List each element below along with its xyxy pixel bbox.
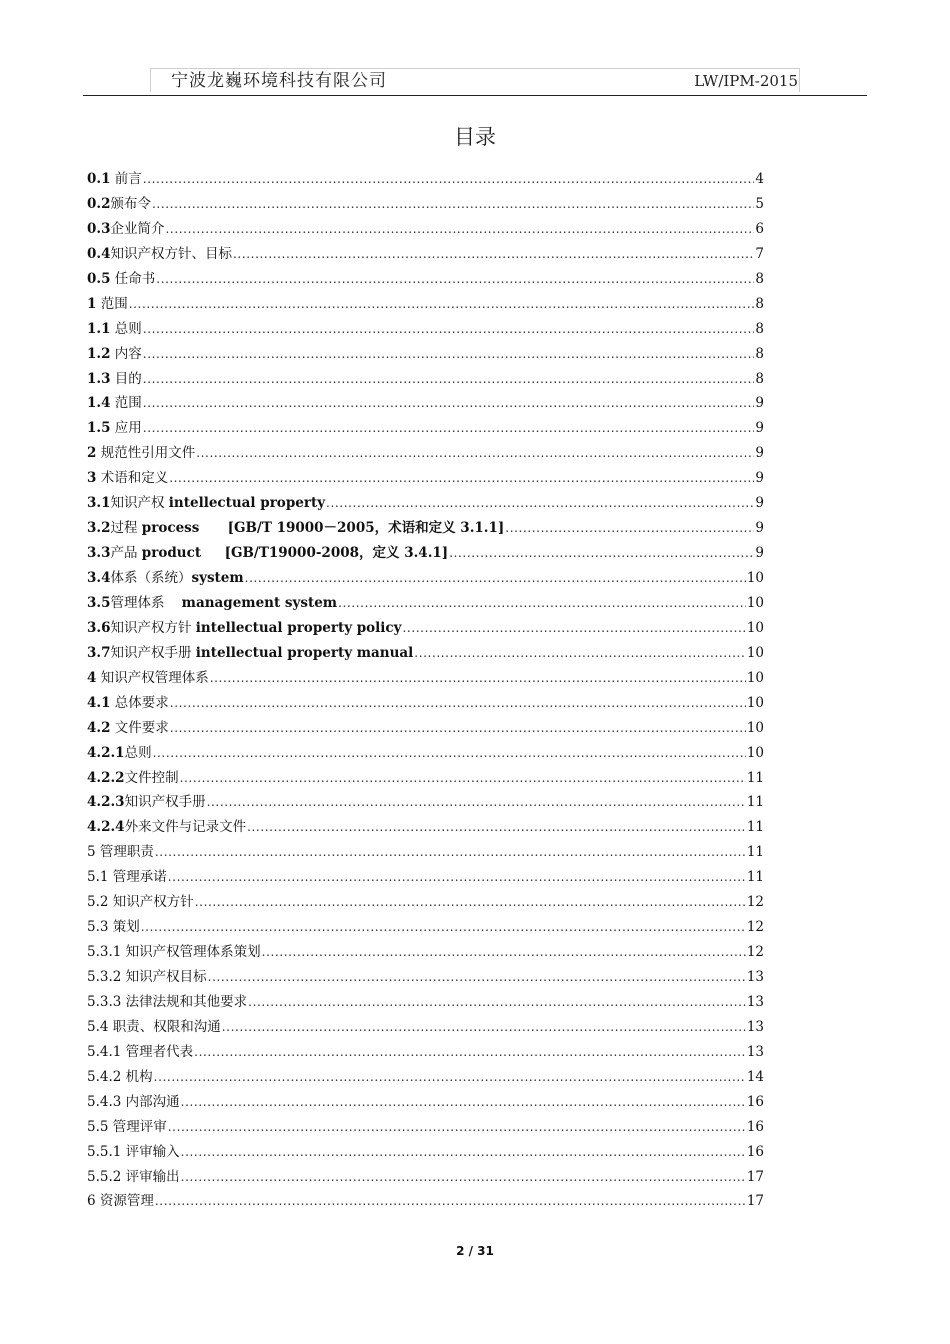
toc-entry-english: management system bbox=[181, 594, 338, 611]
toc-entry-number: 1 bbox=[87, 295, 97, 312]
toc-entry-text: 总体要求 bbox=[110, 694, 169, 711]
toc-entry-text: 应用 bbox=[110, 420, 142, 437]
toc-page-number: 12 bbox=[746, 944, 764, 961]
toc-entry-text: 5.5.1 评审输入 bbox=[87, 1143, 180, 1160]
toc-entry-text: 5.3.3 法律法规和其他要求 bbox=[87, 993, 248, 1010]
toc-entry-text: 知识产权手册 bbox=[110, 644, 196, 661]
toc-entry[interactable] bbox=[87, 616, 764, 641]
toc-entry-text: 5.3.2 知识产权目标 bbox=[87, 969, 207, 985]
toc-page-number: 8 bbox=[755, 270, 764, 287]
toc-page-number: 7 bbox=[755, 245, 764, 262]
toc-dot-leader bbox=[248, 994, 746, 1010]
toc-entry-number: 4.2.2 bbox=[87, 769, 125, 786]
toc-entry-label bbox=[87, 666, 209, 686]
toc-entry[interactable] bbox=[87, 716, 764, 741]
toc-entry-text: 外来文件与记录文件 bbox=[124, 819, 247, 836]
toc-entry[interactable] bbox=[87, 666, 764, 691]
toc-entry-text: 文件控制 bbox=[124, 769, 179, 786]
toc-entry-text: 5.5.2 评审输出 bbox=[87, 1168, 180, 1185]
toc-entry[interactable] bbox=[87, 267, 764, 292]
toc-entry-label bbox=[87, 890, 194, 910]
toc-page-number: 9 bbox=[755, 470, 764, 487]
toc-dot-leader bbox=[143, 321, 755, 337]
toc-dot-leader bbox=[194, 1044, 746, 1060]
toc-page-number: 14 bbox=[746, 1068, 764, 1085]
toc-entry[interactable] bbox=[87, 391, 764, 416]
toc-page-number: 11 bbox=[746, 769, 764, 786]
toc-entry-number: 4 bbox=[87, 669, 97, 686]
page-title: 目录 bbox=[454, 125, 496, 149]
toc-dot-leader bbox=[169, 470, 754, 486]
toc-page-number: 8 bbox=[755, 295, 764, 312]
toc-entry-number: 3 bbox=[87, 470, 97, 487]
toc-entry-number: 1.4 bbox=[87, 395, 111, 412]
toc-entry[interactable] bbox=[87, 292, 764, 317]
toc-entry-label bbox=[87, 317, 142, 337]
toc-page-number: 10 bbox=[746, 619, 764, 636]
toc-entry-label bbox=[87, 1040, 193, 1060]
toc-entry-text: 5.4.2 机构 bbox=[87, 1068, 153, 1085]
toc-dot-leader bbox=[143, 171, 755, 187]
toc-entry-label bbox=[87, 815, 246, 835]
toc-entry[interactable] bbox=[87, 890, 764, 915]
toc-entry-label bbox=[87, 1189, 154, 1209]
toc-page-number: 11 bbox=[746, 844, 764, 861]
toc-entry-text: 规范性引用文件 bbox=[96, 445, 196, 462]
toc-page-number: 10 bbox=[746, 594, 764, 611]
toc-page-number: 10 bbox=[746, 694, 764, 711]
toc-dot-leader bbox=[129, 296, 755, 312]
toc-entry-text: 5 管理职责 bbox=[87, 844, 154, 861]
toc-entry-label bbox=[87, 217, 165, 237]
toc-entry-label bbox=[87, 940, 261, 960]
toc-entry-label bbox=[87, 491, 325, 511]
toc-entry-english: system bbox=[191, 570, 244, 586]
toc-page-number: 9 bbox=[755, 420, 764, 437]
toc-dot-leader bbox=[166, 221, 755, 237]
toc-dot-leader bbox=[153, 745, 746, 761]
toc-dot-leader bbox=[143, 420, 755, 436]
toc-dot-leader bbox=[168, 1119, 746, 1135]
header-divider bbox=[83, 95, 867, 96]
toc-entry-label bbox=[87, 167, 142, 187]
toc-entry-number: 0.1 bbox=[87, 171, 111, 187]
toc-dot-leader bbox=[196, 445, 754, 461]
toc-dot-leader bbox=[414, 645, 746, 661]
toc-entry-label bbox=[87, 566, 244, 586]
toc-entry[interactable] bbox=[87, 441, 764, 466]
toc-entry-text: 颁布令 bbox=[110, 195, 151, 212]
toc-dot-leader bbox=[143, 395, 755, 411]
toc-entry-number: 0.2 bbox=[87, 195, 111, 212]
toc-page-number: 16 bbox=[746, 1143, 764, 1160]
toc-entry-text: 6 资源管理 bbox=[87, 1193, 154, 1210]
toc-entry-text: 总则 bbox=[110, 320, 142, 337]
toc-entry[interactable] bbox=[87, 1140, 764, 1165]
toc-page-number: 12 bbox=[746, 919, 764, 936]
toc-dot-leader bbox=[207, 794, 746, 810]
toc-dot-leader bbox=[233, 246, 754, 262]
toc-entry-number: 4.1 bbox=[87, 694, 111, 711]
toc-entry[interactable] bbox=[87, 167, 764, 192]
toc-entry-text: 前言 bbox=[110, 171, 142, 187]
toc-entry-label bbox=[87, 1165, 180, 1185]
toc-entry-label bbox=[87, 965, 207, 985]
toc-dot-leader bbox=[143, 346, 755, 362]
toc-entry-english: product [GB/T19000-2008，定义 3.4.1] bbox=[141, 545, 449, 562]
toc-entry-label bbox=[87, 716, 169, 736]
toc-entry-label bbox=[87, 641, 413, 661]
toc-page-number: 9 bbox=[755, 495, 764, 512]
toc-page-number: 10 bbox=[746, 744, 764, 761]
toc-page-number: 10 bbox=[746, 570, 764, 586]
toc-entry-label bbox=[87, 441, 195, 461]
toc-entry-number: 3.4 bbox=[87, 570, 111, 586]
toc-page-number: 9 bbox=[755, 445, 764, 462]
toc-entry-text: 内容 bbox=[110, 345, 142, 362]
toc-entry-text: 5.3 策划 bbox=[87, 919, 140, 936]
toc-entry[interactable] bbox=[87, 566, 764, 591]
toc-entry-number: 4.2.1 bbox=[87, 744, 125, 761]
toc-entry[interactable] bbox=[87, 516, 764, 541]
toc-entry-label bbox=[87, 242, 232, 262]
toc-entry[interactable] bbox=[87, 1040, 764, 1065]
toc-entry-text: 5.1 管理承诺 bbox=[87, 869, 167, 886]
toc-dot-leader bbox=[403, 620, 746, 636]
toc-entry[interactable] bbox=[87, 915, 764, 940]
toc-dot-leader bbox=[180, 770, 746, 786]
toc-entry-text: 范围 bbox=[110, 395, 142, 412]
toc-page-number: 10 bbox=[746, 719, 764, 736]
toc-entry[interactable] bbox=[87, 1165, 764, 1190]
toc-dot-leader bbox=[170, 720, 746, 736]
toc-entry-number: 3.7 bbox=[87, 644, 111, 661]
toc-entry-text: 5.3.1 知识产权管理体系策划 bbox=[87, 944, 261, 961]
toc-entry-text: 目的 bbox=[110, 370, 142, 387]
toc-entry[interactable] bbox=[87, 342, 764, 367]
toc-entry-number: 4.2.3 bbox=[87, 794, 125, 811]
toc-entry-label bbox=[87, 865, 167, 885]
toc-entry-label bbox=[87, 416, 142, 436]
toc-entry[interactable] bbox=[87, 815, 764, 840]
toc-entry-number: 3.1 bbox=[87, 495, 111, 512]
toc-entry-label bbox=[87, 516, 504, 536]
toc-entry-number: 1.5 bbox=[87, 420, 111, 437]
toc-page-number: 13 bbox=[746, 993, 764, 1010]
toc-page-number: 17 bbox=[746, 1168, 764, 1185]
toc-page-number: 9 bbox=[755, 545, 764, 562]
toc-entry-number: 4.2 bbox=[87, 719, 111, 736]
toc-dot-leader bbox=[326, 495, 754, 511]
toc-entry[interactable] bbox=[87, 466, 764, 491]
toc-entry-number: 3.5 bbox=[87, 594, 111, 611]
toc-entry[interactable] bbox=[87, 641, 764, 666]
toc-page-number: 13 bbox=[746, 1018, 764, 1035]
toc-entry-number: 3.3 bbox=[87, 545, 111, 562]
toc-entry[interactable] bbox=[87, 242, 764, 267]
toc-entry-text: 5.5 管理评审 bbox=[87, 1118, 167, 1135]
toc-page-number: 10 bbox=[746, 644, 764, 661]
toc-dot-leader bbox=[210, 670, 746, 686]
toc-entry-text: 5.4.3 内部沟通 bbox=[87, 1093, 180, 1110]
toc-entry-text: 知识产权手册 bbox=[124, 794, 206, 811]
toc-entry-number: 3.6 bbox=[87, 619, 111, 636]
toc-dot-leader bbox=[181, 1169, 746, 1185]
toc-dot-leader bbox=[152, 196, 754, 212]
toc-entry[interactable] bbox=[87, 865, 764, 890]
toc-page-number: 13 bbox=[746, 969, 764, 985]
toc-entry-label bbox=[87, 1065, 153, 1085]
toc-entry-label bbox=[87, 1015, 221, 1035]
toc-entry-label bbox=[87, 766, 179, 786]
toc-entry-label bbox=[87, 541, 448, 561]
document-code: LW/IPM-2015 bbox=[694, 72, 798, 90]
toc-dot-leader bbox=[181, 1094, 746, 1110]
toc-entry-text: 范围 bbox=[96, 295, 128, 312]
toc-entry-number: 0.5 bbox=[87, 270, 111, 287]
toc-dot-leader bbox=[168, 869, 746, 885]
toc-entry-english: process [GB/T 19000－2005，术语和定义 3.1.1] bbox=[141, 520, 505, 537]
toc-dot-leader bbox=[155, 844, 746, 860]
toc-dot-leader bbox=[143, 371, 755, 387]
toc-entry-label bbox=[87, 466, 168, 486]
toc-entry[interactable] bbox=[87, 940, 764, 965]
table-of-contents bbox=[87, 167, 764, 1214]
toc-dot-leader bbox=[154, 1069, 746, 1085]
toc-entry-number: 4.2.4 bbox=[87, 819, 125, 836]
toc-page-number: 9 bbox=[755, 520, 764, 537]
toc-dot-leader bbox=[155, 1193, 746, 1209]
toc-dot-leader bbox=[181, 1144, 746, 1160]
toc-entry-text: 知识产权 bbox=[110, 495, 169, 512]
toc-entry-number: 2 bbox=[87, 445, 97, 462]
toc-entry-text: 体系（系统） bbox=[110, 570, 192, 586]
toc-entry-label bbox=[87, 1090, 180, 1110]
toc-entry-label bbox=[87, 267, 155, 287]
toc-page-number: 13 bbox=[746, 1043, 764, 1060]
toc-entry[interactable] bbox=[87, 965, 764, 990]
toc-entry-text: 产品 bbox=[110, 545, 142, 562]
toc-entry-text: 总则 bbox=[124, 744, 152, 761]
toc-dot-leader bbox=[245, 570, 746, 586]
toc-entry[interactable] bbox=[87, 990, 764, 1015]
toc-page-number: 16 bbox=[746, 1093, 764, 1110]
page-indicator: 2 / 31 bbox=[456, 1244, 494, 1258]
toc-entry[interactable] bbox=[87, 541, 764, 566]
toc-entry-text: 企业简介 bbox=[110, 220, 165, 237]
toc-page-number: 8 bbox=[755, 370, 764, 387]
toc-page-number: 17 bbox=[746, 1193, 764, 1210]
toc-entry-text: 知识产权方针 bbox=[110, 619, 196, 636]
toc-entry-text: 术语和定义 bbox=[96, 470, 169, 487]
toc-entry-label bbox=[87, 1115, 167, 1135]
toc-page-number: 16 bbox=[746, 1118, 764, 1135]
toc-entry-label bbox=[87, 342, 142, 362]
toc-entry[interactable] bbox=[87, 741, 764, 766]
toc-entry-label bbox=[87, 292, 128, 312]
toc-entry-english: intellectual property bbox=[168, 495, 326, 512]
toc-entry[interactable] bbox=[87, 192, 764, 217]
toc-dot-leader bbox=[208, 969, 746, 985]
toc-entry-label bbox=[87, 192, 151, 212]
toc-page-number: 8 bbox=[755, 320, 764, 337]
toc-page-number: 11 bbox=[746, 869, 764, 886]
toc-page-number: 6 bbox=[755, 220, 764, 237]
toc-entry[interactable] bbox=[87, 591, 764, 616]
toc-entry-number: 0.3 bbox=[87, 220, 111, 237]
toc-page-number: 11 bbox=[746, 819, 764, 836]
toc-entry-text: 任命书 bbox=[110, 270, 156, 287]
toc-entry-text: 知识产权管理体系 bbox=[96, 669, 209, 686]
toc-entry[interactable] bbox=[87, 840, 764, 865]
toc-dot-leader bbox=[156, 271, 754, 287]
toc-page-number: 9 bbox=[755, 395, 764, 412]
toc-entry[interactable] bbox=[87, 766, 764, 791]
toc-entry-label bbox=[87, 741, 152, 761]
toc-entry[interactable] bbox=[87, 416, 764, 441]
toc-entry-text: 过程 bbox=[110, 520, 142, 537]
toc-entry-label bbox=[87, 790, 206, 810]
toc-dot-leader bbox=[247, 819, 746, 835]
toc-entry-label bbox=[87, 840, 154, 860]
toc-page-number: 8 bbox=[755, 345, 764, 362]
toc-page-number: 12 bbox=[746, 894, 764, 911]
toc-page-number: 5 bbox=[755, 195, 764, 212]
toc-page-number: 11 bbox=[746, 794, 764, 811]
toc-entry[interactable] bbox=[87, 1065, 764, 1090]
toc-entry[interactable] bbox=[87, 217, 764, 242]
toc-entry-text: 文件要求 bbox=[110, 719, 169, 736]
toc-dot-leader bbox=[141, 919, 746, 935]
toc-dot-leader bbox=[170, 695, 746, 711]
toc-entry-english: intellectual property policy bbox=[195, 619, 402, 636]
toc-entry-text: 5.4 职责、权限和沟通 bbox=[87, 1018, 221, 1035]
toc-entry[interactable] bbox=[87, 1115, 764, 1140]
toc-entry-text: 5.4.1 管理者代表 bbox=[87, 1043, 194, 1060]
toc-entry[interactable] bbox=[87, 1189, 764, 1214]
toc-entry-label bbox=[87, 367, 142, 387]
toc-entry-number: 3.2 bbox=[87, 520, 111, 537]
toc-entry-label bbox=[87, 616, 402, 636]
toc-page-number: 10 bbox=[746, 669, 764, 686]
toc-entry[interactable] bbox=[87, 367, 764, 392]
toc-dot-leader bbox=[262, 944, 746, 960]
company-name: 宁波龙巍环境科技有限公司 bbox=[171, 71, 387, 91]
toc-entry-text: 5.2 知识产权方针 bbox=[87, 894, 194, 911]
toc-page-number: 4 bbox=[755, 171, 764, 187]
toc-entry-label bbox=[87, 591, 337, 611]
toc-entry-number: 1.2 bbox=[87, 345, 111, 362]
toc-entry[interactable] bbox=[87, 790, 764, 815]
toc-entry[interactable] bbox=[87, 1090, 764, 1115]
toc-dot-leader bbox=[449, 545, 754, 561]
toc-entry-number: 0.4 bbox=[87, 245, 111, 262]
toc-entry[interactable] bbox=[87, 691, 764, 716]
toc-entry-english: intellectual property manual bbox=[195, 644, 414, 661]
toc-entry-number: 1.1 bbox=[87, 320, 111, 337]
toc-entry-label bbox=[87, 1140, 180, 1160]
toc-entry-label bbox=[87, 915, 140, 935]
toc-entry-text: 知识产权方针、目标 bbox=[110, 245, 232, 262]
toc-entry-text: 管理体系 bbox=[110, 594, 182, 611]
toc-entry[interactable] bbox=[87, 317, 764, 342]
toc-entry-label bbox=[87, 990, 247, 1010]
toc-entry-number: 1.3 bbox=[87, 370, 111, 387]
toc-entry-label bbox=[87, 391, 142, 411]
toc-dot-leader bbox=[222, 1019, 746, 1035]
toc-dot-leader bbox=[195, 894, 746, 910]
toc-entry[interactable] bbox=[87, 1015, 764, 1040]
toc-entry-label bbox=[87, 691, 169, 711]
toc-dot-leader bbox=[505, 520, 754, 536]
toc-dot-leader bbox=[338, 595, 746, 611]
toc-entry[interactable] bbox=[87, 491, 764, 516]
